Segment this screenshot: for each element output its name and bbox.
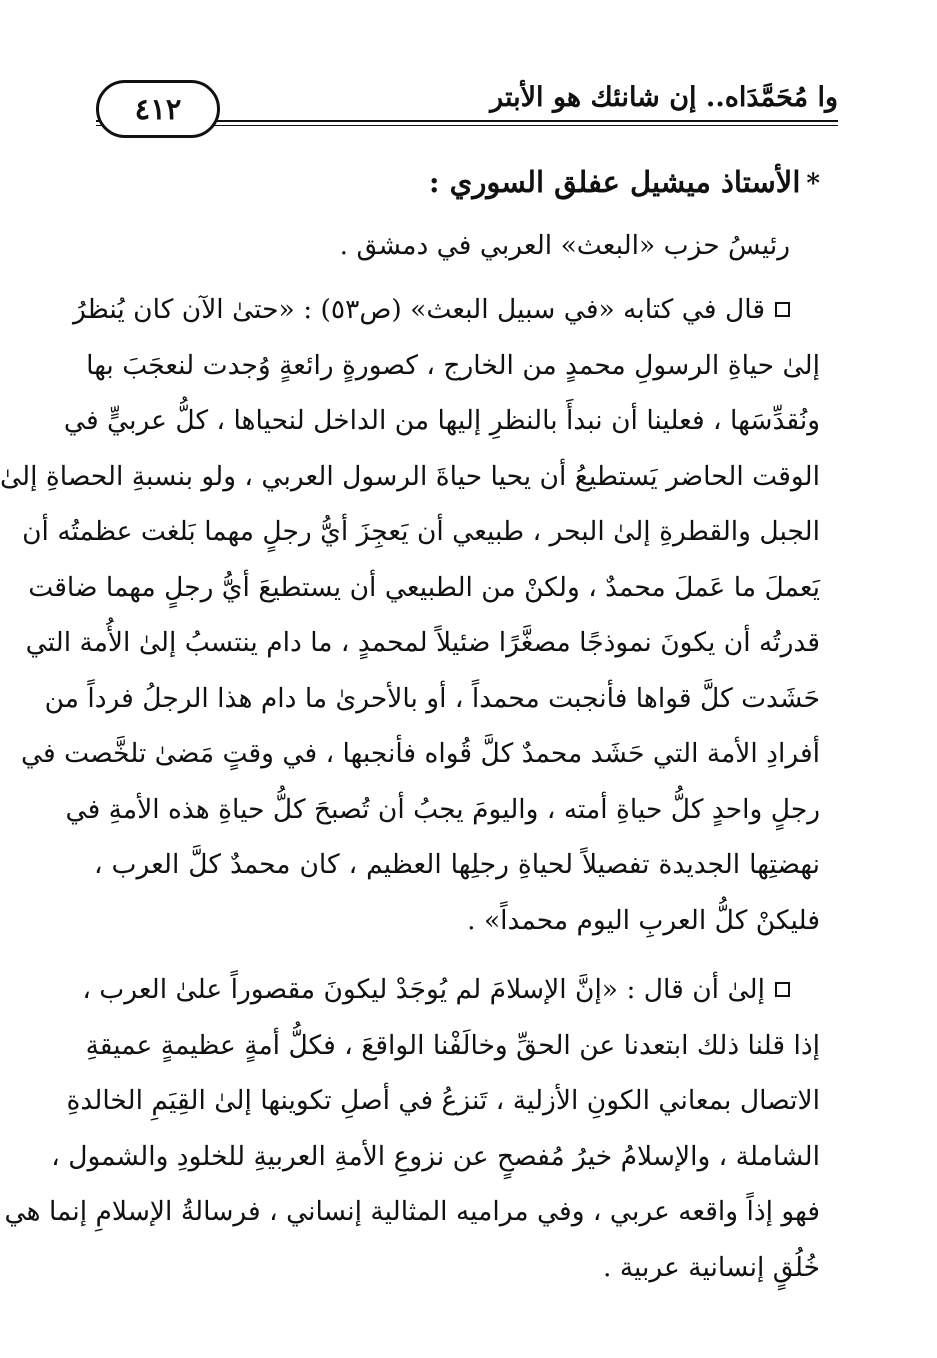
page-number: ٤١٢ — [134, 92, 182, 126]
square-bullet-icon — [775, 302, 790, 317]
text-line: قال في كتابه «في سبيل البعث» (ص٥٣) : «حتىٰ الآن كان يُنظرُ — [94, 282, 820, 338]
text-line: الجبل والقطرةِ إلىٰ البحر ، طبيعي أن يَعجِزَ أيُّ رجلٍ مهما بَلغت عظمتُه أن — [22, 516, 820, 547]
running-title: وا مُحَمَّدَاه.. إن شانئك هو الأبتر — [490, 82, 838, 113]
text-line: الشاملة ، والإسلامُ خيرُ مُفصحٍ عن نزوعِ الأمةِ العربيةِ للخلودِ والشمول ، — [51, 1140, 820, 1172]
text-line: قدرتُه أن يكونَ نموذجًا مصغَّرًا ضئيلاً لمحمدٍ ، ما دام ينتسبُ إلىٰ الأُمة التي — [25, 627, 820, 658]
square-bullet-icon — [775, 982, 790, 997]
text-line: إذا قلنا ذلك ابتعدنا عن الحقِّ وخالَفْنا الواقعَ ، فكلُّ أمةٍ عظيمةٍ عميقةِ — [85, 1029, 820, 1061]
intro-text: رئيسُ حزب «البعث» العربي في دمشق . — [339, 230, 790, 261]
paragraph-2 — [4, 962, 820, 1295]
running-header — [96, 70, 838, 140]
text-line: إلىٰ حياةِ الرسولِ محمدٍ من الخارج ، كصورةٍ رائعةٍ وُجدت لنعجَبَ بها — [86, 349, 820, 381]
section-heading — [94, 160, 820, 206]
text-line: خُلُقٍ إنسانية عربية . — [603, 1251, 820, 1283]
paragraph-1 — [0, 282, 820, 948]
text-line: ونُقدِّسَها ، فعلينا أن نبدأَ بالنظرِ إليها من الداخل لنحياها ، كلُّ عربيٍّ في — [63, 405, 820, 436]
asterisk-marker: * — [806, 169, 820, 199]
text-line: أفرادِ الأمة التي حَشَد محمدٌ كلَّ قُواه فأنجبها ، في وقتٍ مَضىٰ تلخَّصت في — [20, 738, 820, 769]
text-line: الوقت الحاضر يَستطيعُ أن يحيا حياةَ الرسول العربي ، ولو بنسبةِ الحصاةِ إلىٰ — [0, 460, 820, 492]
text-line: الاتصال بمعاني الكونِ الأزلية ، تَنزعُ في أصلِ تكوينها إلىٰ القِيَمِ الخالدةِ — [66, 1085, 820, 1116]
text-line: إلىٰ أن قال : «إنَّ الإسلامَ لم يُوجَدْ ليكونَ مقصوراً علىٰ العرب ، — [94, 962, 820, 1018]
page-number-badge — [96, 80, 220, 138]
text-line: رجلٍ واحدٍ كلُّ حياةِ أمته ، واليومَ يجبُ أن تُصبحَ كلُّ حياةِ هذه الأمةِ في — [65, 793, 820, 825]
text-line: فليكنْ كلُّ العربِ اليوم محمداً» . — [467, 904, 820, 936]
text-line: نهضتِها الجديدة تفصيلاً لحياةِ رجلِها العظيم ، كان محمدٌ كلَّ العرب ، — [94, 849, 820, 880]
intro-line — [94, 224, 820, 268]
text-line: حَشَدت كلَّ قواها فأنجبت محمداً ، أو بالأحرىٰ ما دام هذا الرجلُ فرداً من — [44, 682, 820, 714]
text-line: يَعملَ ما عَملَ محمدٌ ، ولكنْ من الطبيعي أن يستطيعَ أيُّ رجلٍ مهما ضاقت — [28, 571, 820, 603]
page-body — [0, 160, 820, 1295]
text-line: فهو إذاً واقعه عربي ، وفي مراميه المثالية إنساني ، فرسالةُ الإسلامِ إنما هي — [4, 1196, 820, 1227]
heading-text: الأستاذ ميشيل عفلق السوري : — [428, 165, 801, 199]
